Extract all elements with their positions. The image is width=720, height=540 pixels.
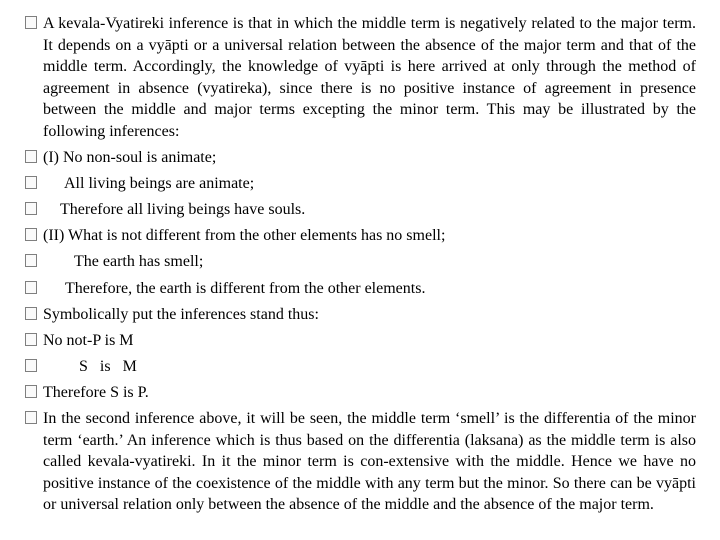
bullet-item-inference-1-conclusion [25,199,696,221]
bullet-text: In the second inference above, it will be seen, the middle term ‘smell’ is the differentia of the minor term ‘earth.’ An inference which is thus based on the differentia (laksana) as the middle term is also called kevala-vyatireki. In it the minor term is con-extensive with the middle. Hence we have no positive instance of the coexistence of the middle with any term but the minor. So there can be vyāpti or universal relation only between the absence of the middle and the absence of the major term. [43,410,696,514]
bullet-item-symbolic-premise-2 [25,356,696,378]
square-bullet-icon [25,411,37,424]
bullet-item-explanation [25,408,696,516]
square-bullet-icon [25,385,37,398]
square-bullet-icon [25,281,37,294]
bullet-text: All living beings are animate; [64,175,255,193]
bullet-text: Symbolically put the inferences stand thus: [43,305,319,323]
bullet-item-definition [25,13,696,143]
bullet-item-symbolic-premise-1 [25,330,696,352]
square-bullet-icon [25,254,37,267]
square-bullet-icon [25,150,37,163]
bullet-text: Therefore all living beings have souls. [60,201,306,219]
bullet-item-inference-2-premise-2 [25,251,696,273]
square-bullet-icon [25,333,37,346]
square-bullet-icon [25,228,37,241]
bullet-item-symbolic-conclusion [25,382,696,404]
bullet-text: A kevala-Vyatireki inference is that in which the middle term is negatively related to the major term. It depends on a vyāpti or a universal relation between the absence of the major term and that of the middle term. Accordingly, the knowledge of vyāpti is here arrived at only through the method of agreement in absence (vyatireka), since there is no positive instance of agreement in presence between the middle and major terms excepting the minor term. This may be illustrated by the following inferences: [43,15,696,140]
bullet-text: S is M [79,357,137,375]
square-bullet-icon [25,16,37,29]
bullet-item-inference-1-premise-1 [25,147,696,169]
square-bullet-icon [25,202,37,215]
bullet-item-inference-1-premise-2 [25,173,696,195]
bullet-item-symbolic-intro [25,304,696,326]
square-bullet-icon [25,307,37,320]
square-bullet-icon [25,176,37,189]
bullet-text: (I) No non-soul is animate; [43,149,217,167]
bullet-text: No not-P is M [43,331,134,349]
bullet-text: (II) What is not different from the other elements has no smell; [43,227,446,245]
bullet-text: The earth has smell; [74,253,204,271]
bullet-text: Therefore, the earth is different from the other elements. [65,279,426,297]
square-bullet-icon [25,359,37,372]
bullet-text: Therefore S is P. [43,383,149,401]
bullet-item-inference-2-conclusion [25,278,696,300]
bullet-item-inference-2-premise-1 [25,225,696,247]
